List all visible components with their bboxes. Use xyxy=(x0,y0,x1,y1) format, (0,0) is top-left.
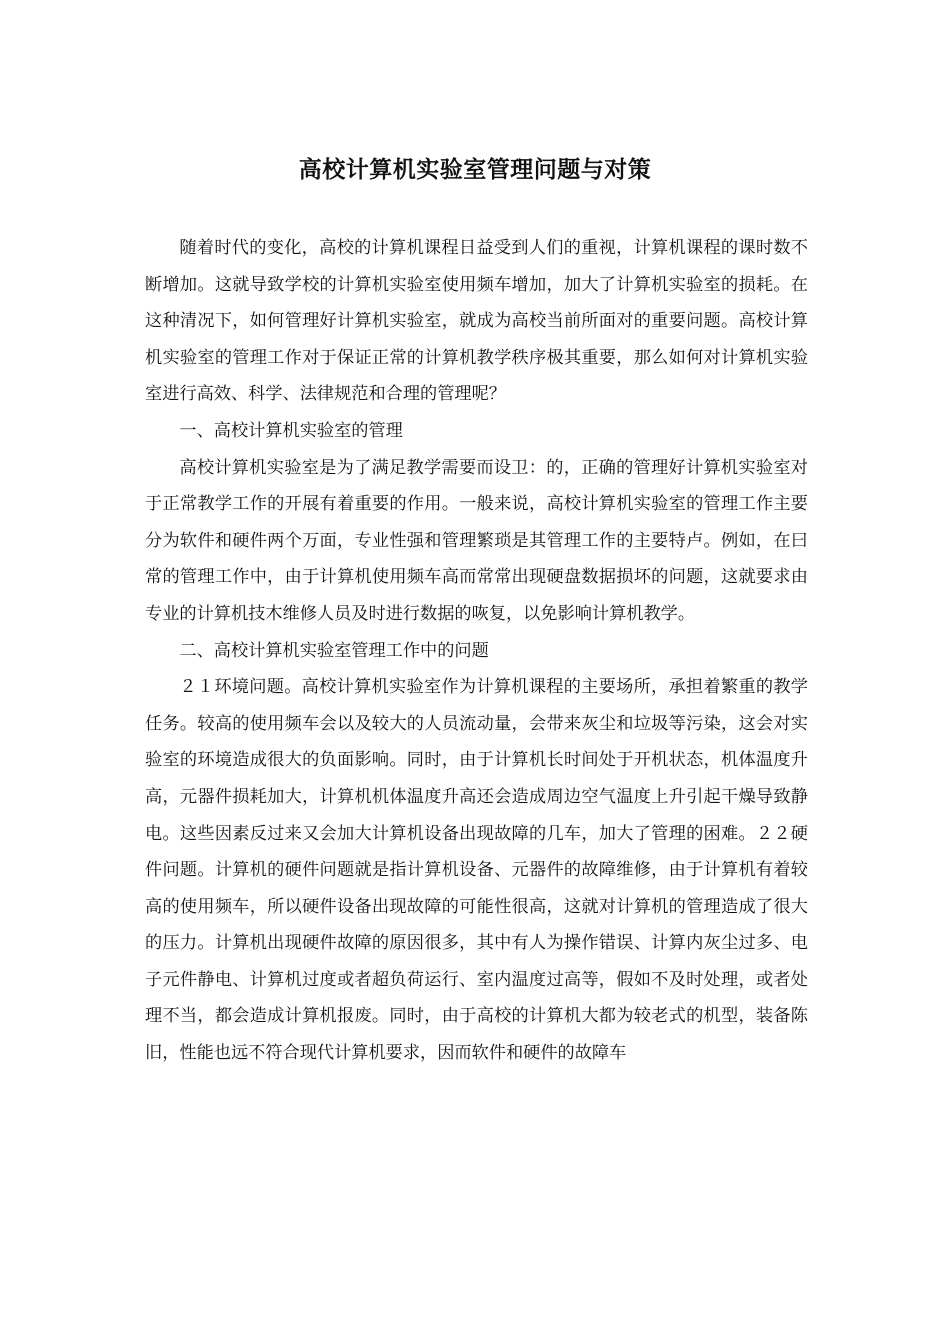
paragraph-management: 高校计算机实验室是为了满足教学需要而设卫：的，正确的管理好计算机实验室对于正常教学工作的开展有着重要的作用。一般来说，高校计算机实验室的管理工作主要分为软件和硬件两个万面，专业性强和管理繁琐是其管理工作的主要特卢。例如，在曰常的管理工作中，由于计算机使用频车高而常常出现硬盘数据损坏的问题，这就要求由专业的计算机技木维修人员及时进行数据的咴复，以免影响计算机教学。 xyxy=(145,457,808,624)
paragraph-intro: 随着时代的变化，高校的计算机课程日益受到人们的重视，计算机课程的课时数不断增加。这就导致学校的计算机实验室使用频车增加，加大了计算机实验室的损耗。在这种清况下，如何管理好计算机实验室，就成为高校当前所面对的重要问题。高校计算机实验室的管理工作对于保证正常的计算机教学秩序极其重要，那么如何对计算机实验室进行高效、科学、法律规范和合理的管理呢？ xyxy=(145,238,808,405)
paragraph-problems: ２１环境问题。高校计算机实验室作为计算机课程的主要场所，承担着繁重的教学任务。较高的使用频车会以及较大的人员流动量，会带来灰尘和垃圾等污染，这会对实验室的环境造成很大的负面影响。同时，由于计算机长时间处于开机状态，机体温度升高，元器件损耗加大，计算机机体温度升高还会造成周边空气温度上升引起干燥导致静电。这些因素反过来又会加大计算机设备出现故障的几车，加大了管理的困难。２２硬件问题。计算机的硬件问题就是指计算机设备、元器件的故障维修，由于计算机有着较高的使用频车，所以硬件设备出现故障的可能性很高，这就对计算机的管理造成了很大的压力。计算机出现硬件故障的原因很多，其中有人为操作错误、计算内灰尘过多、电子元件静电、计算机过度或者超负荷运行、室内温度过高等，假如不及时处理，或者处理不当，都会造成计算机报废。同时，由于高校的计算机大都为较老式的机型，装备陈旧，性能也远不符合现代计算机要求，因而软件和硬件的故障车 xyxy=(145,677,808,1064)
section-heading-1: 一、高校计算机实验室的管理 xyxy=(179,420,403,441)
section-heading-2: 二、高校计算机实验室管理工作中的问题 xyxy=(179,640,489,661)
document-body xyxy=(145,230,808,1072)
document-title: 高校计算机实验室管理问题与对策 xyxy=(298,156,652,183)
